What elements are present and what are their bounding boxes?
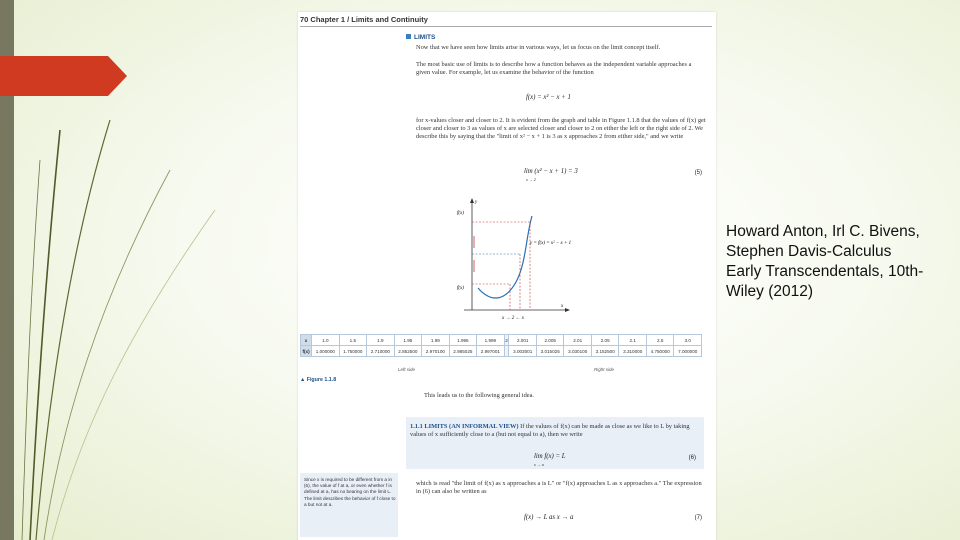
- equation-limit-subscript: x → 2: [526, 177, 536, 182]
- x-axis-arrow-icon: [565, 308, 570, 312]
- definition-text: If the values of f(x) can be made as close as we like to L by taking values of x sufficiently close to a (but not equal to a), then we write: [410, 423, 690, 439]
- equation-number-5: (5): [694, 170, 702, 176]
- table-cell-x: 3.0: [674, 335, 702, 346]
- table-cell-x: 2.05: [591, 335, 619, 346]
- table-cell-fx: 3.310000: [619, 346, 647, 357]
- red-arrow-banner: [0, 56, 127, 96]
- x-axis-label: x: [561, 304, 564, 309]
- paragraph-3: for x-values closer and closer to 2. It is evident from the graph and table in Figure 1.1.8 that the values of f(x) get closer and closer to 3 as values of x are selected closer and closer to 2 on either the left or the right side of 2. We describe this by saying that the "limit of x² − x + 1 is 3 as x approaches 2 from either side," and we write: [416, 117, 706, 141]
- table-cell-x: 2.001: [509, 335, 537, 346]
- square-bullet-icon: [406, 34, 411, 39]
- table-cell-fx: 2.710000: [367, 346, 395, 357]
- table-cell-fx: 7.000000: [674, 346, 702, 357]
- table-cell-x: 2.005: [536, 335, 564, 346]
- citation-text: Howard Anton, Irl C. Bivens, Stephen Davis-Calculus Early Transcendentals, 10th-Wiley (2012): [726, 223, 924, 300]
- parabola-curve: [478, 216, 532, 298]
- table-header-fx: f(x): [301, 346, 312, 357]
- fx-top-label: f(x): [457, 211, 464, 216]
- equation-function: f(x) = x² − x + 1: [526, 94, 571, 101]
- definition-equation: lim f(x) = L: [534, 453, 566, 460]
- margin-note: [300, 473, 398, 537]
- equation-number-6: (6): [688, 455, 696, 461]
- equation-arrow-form: f(x) → L as x → a: [524, 514, 574, 521]
- page-header: 70 Chapter 1 / Limits and Continuity: [300, 15, 428, 24]
- right-side-label: Right side: [594, 367, 615, 372]
- paragraph-5: which is read "the limit of f(x) as x approaches a is L" or "f(x) approaches L as x approaches a." The expression in (6) can also be written as: [416, 480, 702, 496]
- header-rule: [300, 26, 712, 27]
- table-cell-x: 1.995: [449, 335, 477, 346]
- figure-caption: ▲ Figure 1.1.8: [300, 377, 337, 383]
- table-cell-x: 1.0: [312, 335, 340, 346]
- function-graph: [458, 196, 578, 326]
- values-table: [300, 334, 702, 357]
- table-cell-x: 2.5: [646, 335, 674, 346]
- table-cell-fx: 1.750000: [339, 346, 367, 357]
- table-row-fx: [301, 346, 702, 357]
- table-cell-x: 1.99: [422, 335, 450, 346]
- paragraph-1: Now that we have seen how limits arise in various ways, let us focus on the limit concept itself.: [416, 44, 661, 51]
- table-cell-fx: 3.003001: [509, 346, 537, 357]
- definition-title: 1.1.1 LIMITS (AN INFORMAL VIEW): [410, 423, 519, 430]
- table-cell-x: 2: [504, 335, 509, 346]
- left-side-label: Left side: [398, 367, 416, 372]
- table-cell-x: 1.95: [394, 335, 422, 346]
- table-cell-fx: 3.152500: [591, 346, 619, 357]
- equation-limit: lim (x² − x + 1) = 3: [524, 168, 578, 175]
- table-row-x: [301, 335, 702, 346]
- table-cell-fx: 3.015025: [536, 346, 564, 357]
- paragraph-2: The most basic use of limits is to describe how a function behaves as the independent variable approaches a given value. For example, let us examine the behavior of the function: [416, 61, 692, 77]
- section-title: LIMITS: [406, 34, 435, 41]
- fx-bottom-label: f(x): [457, 286, 464, 291]
- x-approach-label: x → 2 ← x: [502, 316, 524, 321]
- definition-equation-subscript: x → a: [534, 462, 544, 467]
- y-axis-label: y: [475, 200, 478, 205]
- table-cell-fx: 1.000000: [312, 346, 340, 357]
- table-cell-fx: 2.970100: [422, 346, 450, 357]
- curve-label: y = f(x) = x² − x + 1: [530, 241, 572, 246]
- table-cell-x: 1.999: [477, 335, 505, 346]
- table-cell-fx: 2.997001: [477, 346, 505, 357]
- table-cell-fx: 2.985025: [449, 346, 477, 357]
- equation-number-7: (7): [694, 515, 702, 521]
- table-cell-x: 2.1: [619, 335, 647, 346]
- table-cell-fx: 4.750000: [646, 346, 674, 357]
- table-header-x: x: [301, 335, 312, 346]
- paragraph-4: This leads us to the following general idea.: [424, 392, 535, 399]
- table-cell-x: 1.5: [339, 335, 367, 346]
- y-axis-arrow-icon: [470, 198, 474, 203]
- table-cell-x: 2.01: [564, 335, 592, 346]
- definition-box: [406, 417, 704, 469]
- table-cell-fx: 2.852500: [394, 346, 422, 357]
- margin-note-text: Since x is required to be different from a in (6), the value of f at a, or even whether f is defined at a, has no bearing on the limit L. The limit describes the behavior of f close to a but not at a.: [304, 477, 396, 507]
- textbook-page: [298, 12, 716, 540]
- table-cell-x: 1.9: [367, 335, 395, 346]
- table-cell-fx: 3.030100: [564, 346, 592, 357]
